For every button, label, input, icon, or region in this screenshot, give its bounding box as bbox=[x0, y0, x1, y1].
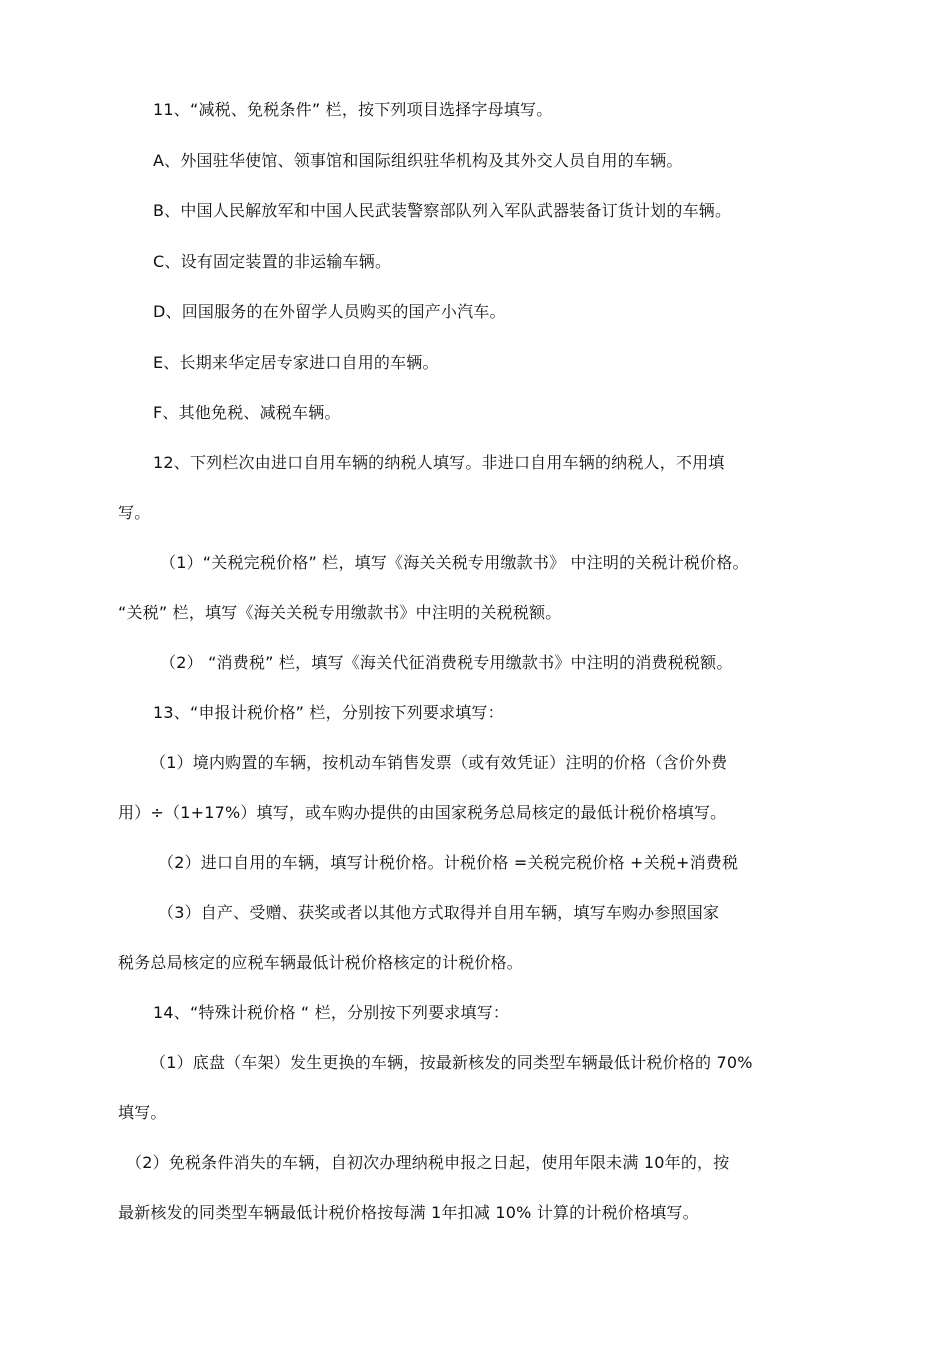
item-13-sub-3: （3）自产、受赠、获奖或者以其他方式取得并自用车辆，填写车购办参照国家 bbox=[158, 903, 720, 922]
item-12-sub-2: （2） “消费税” 栏，填写《海关代征消费税专用缴款书》中注明的消费税税额。 bbox=[160, 653, 733, 672]
item-11-heading: 11、“减税、免税条件” 栏，按下列项目选择字母填写。 bbox=[153, 100, 553, 119]
item-12-sub-1-cont: “关税” 栏，填写《海关关税专用缴款书》中注明的关税税额。 bbox=[118, 603, 562, 622]
option-e: E、长期来华定居专家进口自用的车辆。 bbox=[153, 353, 439, 372]
option-c: C、设有固定装置的非运输车辆。 bbox=[153, 252, 392, 271]
option-b: B、中国人民解放军和中国人民武装警察部队列入军队武器装备订货计划的车辆。 bbox=[153, 201, 732, 220]
option-f: F、其他免税、减税车辆。 bbox=[153, 403, 341, 422]
item-14-sub-1: （1）底盘（车架）发生更换的车辆，按最新核发的同类型车辆最低计税价格的 70% bbox=[150, 1053, 753, 1072]
item-13-sub-2: （2）进口自用的车辆，填写计税价格。计税价格 =关税完税价格 +关税+消费税 bbox=[158, 853, 739, 872]
item-12-sub-1: （1）“关税完税价格” 栏，填写《海关关税专用缴款书》 中注明的关税计税价格。 bbox=[160, 553, 749, 572]
item-13-sub-1: （1）境内购置的车辆，按机动车销售发票（或有效凭证）注明的价格（含价外费 bbox=[150, 753, 728, 772]
item-12-heading-cont: 写。 bbox=[118, 503, 151, 522]
item-14-sub-2-cont: 最新核发的同类型车辆最低计税价格按每满 1年扣减 10% 计算的计税价格填写。 bbox=[118, 1203, 699, 1222]
option-a: A、外国驻华使馆、领事馆和国际组织驻华机构及其外交人员自用的车辆。 bbox=[153, 151, 683, 170]
item-14-sub-2: （2）免税条件消失的车辆，自初次办理纳税申报之日起，使用年限未满 10年的，按 bbox=[126, 1153, 730, 1172]
item-13-sub-3-cont: 税务总局核定的应税车辆最低计税价格核定的计税价格。 bbox=[118, 953, 524, 972]
item-13-heading: 13、“申报计税价格” 栏，分别按下列要求填写： bbox=[153, 703, 504, 722]
item-14-heading: 14、“特殊计税价格 “ 栏，分别按下列要求填写： bbox=[153, 1003, 510, 1022]
option-d: D、回国服务的在外留学人员购买的国产小汽车。 bbox=[153, 302, 506, 321]
item-13-sub-1-cont: 用）÷（1+17%）填写，或车购办提供的由国家税务总局核定的最低计税价格填写。 bbox=[118, 803, 727, 822]
item-12-heading: 12、下列栏次由进口自用车辆的纳税人填写。非进口自用车辆的纳税人，不用填 bbox=[153, 453, 725, 472]
item-14-sub-1-cont: 填写。 bbox=[118, 1103, 167, 1122]
